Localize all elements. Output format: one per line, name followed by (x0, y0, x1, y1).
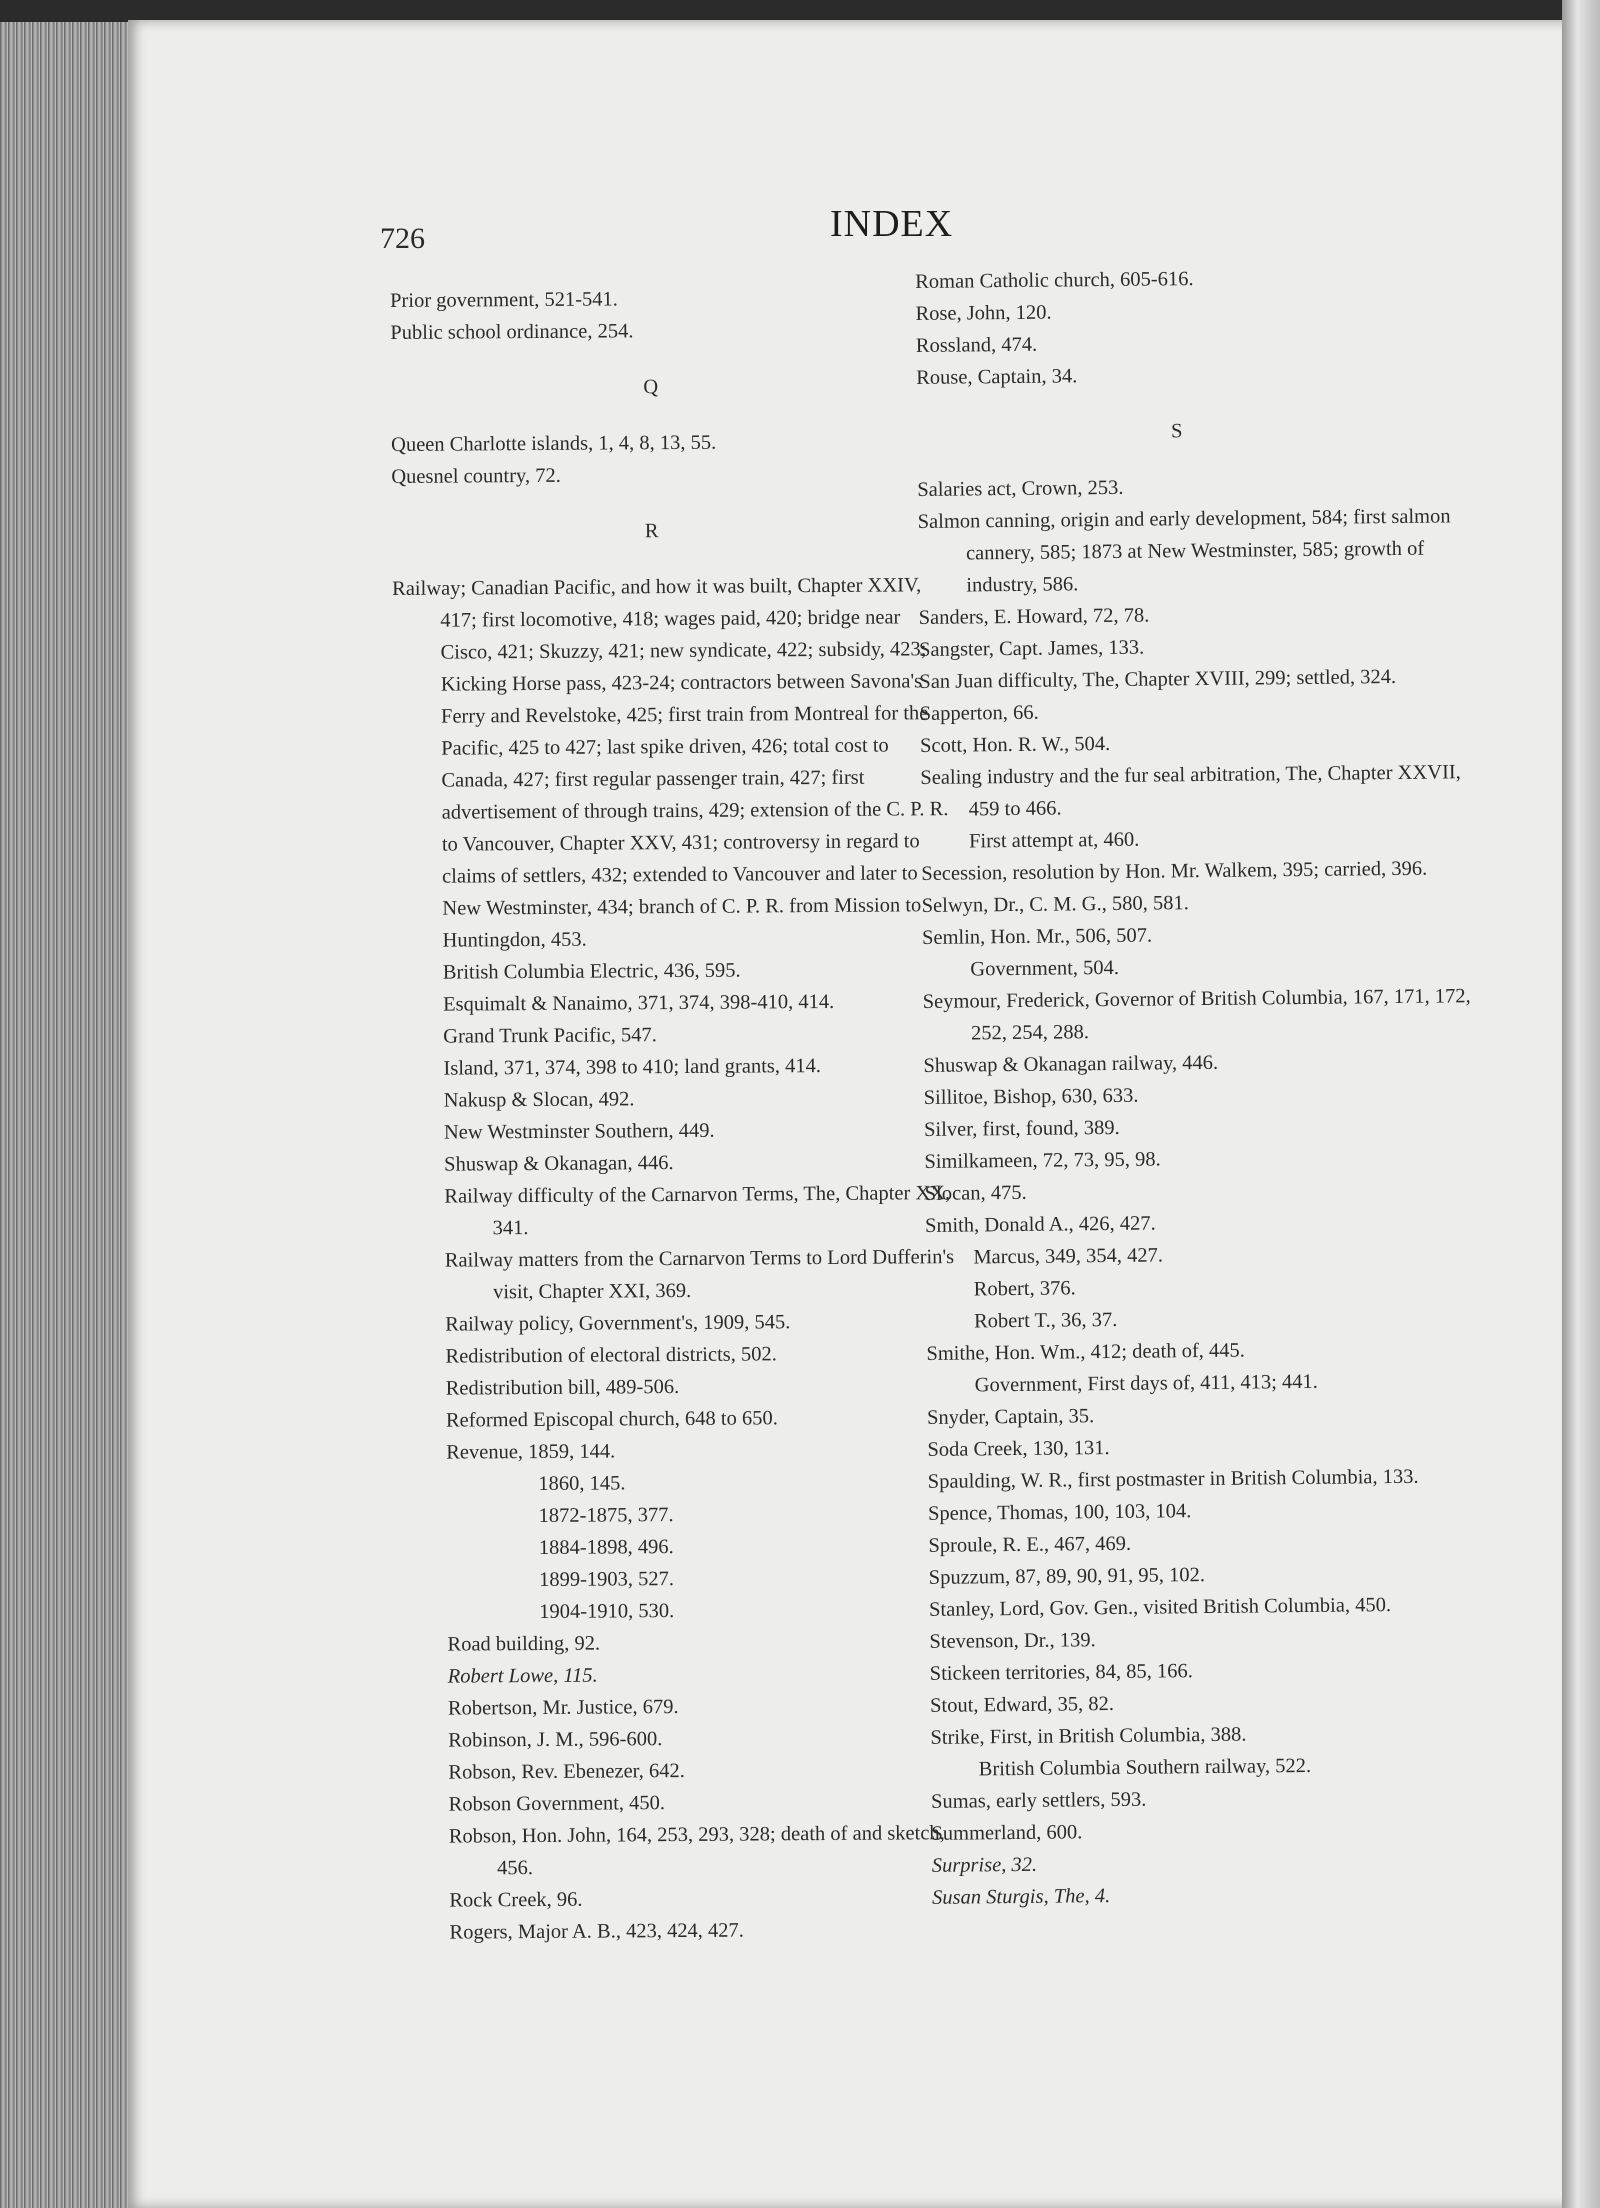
index-entry: Sapperton, 66. (919, 701, 1039, 725)
index-entry: Roman Catholic church, 605-616. (915, 268, 1194, 293)
index-entry: Summerland, 600. (931, 1821, 1083, 1845)
index-entry: Public school ordinance, 254. (390, 320, 634, 344)
section-letter: R (644, 520, 659, 543)
index-entry: Sillitoe, Bishop, 630, 633. (923, 1084, 1139, 1109)
index-subentry: Robson Government, 450. (448, 1792, 666, 1816)
page-number: 726 (380, 222, 425, 255)
index-entry: Stickeen territories, 84, 85, 166. (929, 1660, 1193, 1685)
index-entry: Semlin, Hon. Mr., 506, 507. (921, 924, 1153, 949)
index-entry: Shuswap & Okanagan railway, 446. (923, 1051, 1219, 1077)
index-subentry: Redistribution bill, 489-506. (445, 1376, 680, 1400)
index-entry: Secession, resolution by Hon. Mr. Walkem, 395; carried, 396. (921, 857, 1428, 885)
index-entry: Spence, Thomas, 100, 103, 104. (927, 1500, 1192, 1525)
index-subentry: Robert T., 36, 37. (973, 1308, 1118, 1333)
index-entry: Sumas, early settlers, 593. (930, 1788, 1147, 1813)
index-entry: Salaries act, Crown, 253. (917, 476, 1124, 501)
index-subentry: Rock Creek, 96. (449, 1888, 583, 1912)
index-entry: Quesnel country, 72. (391, 464, 561, 488)
index-subentry: Railway policy, Government's, 1909, 545. (445, 1311, 791, 1336)
index-entry: Rouse, Captain, 34. (916, 365, 1078, 389)
index-subentry: Railway difficulty of the Carnarvon Terms, The, Chapter XX, 341. (444, 1182, 951, 1240)
section-letter: S (1170, 420, 1183, 443)
index-subentry: Government, First days of, 411, 413; 441. (974, 1370, 1318, 1397)
index-entry: Sangster, Capt. James, 133. (918, 636, 1145, 661)
index-entry: Salmon canning, origin and early development, 584; first salmon cannery, 585; 1873 at New Westminster, 585; growth of industry, 586. (917, 505, 1451, 597)
index-entry: Spaulding, W. R., first postmaster in British Columbia, 133. (927, 1465, 1419, 1493)
index-entry: Silver, first, found, 389. (923, 1116, 1120, 1141)
index-entry: San Juan difficulty, The, Chapter XVIII, 299; settled, 324. (919, 665, 1397, 693)
index-entry: Strike, First, in British Columbia, 388. (930, 1723, 1247, 1749)
index-subentry: British Columbia Electric, 436, 595. (442, 959, 741, 984)
index-subentry: 1884-1898, 496. (538, 1536, 674, 1559)
index-subentry: Robertson, Mr. Justice, 679. (447, 1696, 679, 1720)
index-subentry: Robert Lowe, 115. (447, 1664, 598, 1688)
index-subentry: New Westminster Southern, 449. (443, 1119, 715, 1144)
index-subentry: Marcus, 349, 354, 427. (973, 1244, 1164, 1269)
index-entry: Sanders, E. Howard, 72, 78. (918, 604, 1150, 629)
index-column-right (915, 260, 1492, 1914)
index-subentry: Robson, Hon. John, 164, 253, 293, 328; death of and sketch, 456. (448, 1822, 945, 1880)
index-entry: Selwyn, Dr., C. M. G., 580, 581. (921, 892, 1189, 917)
index-subentry: British Columbia Southern railway, 522. (978, 1754, 1312, 1781)
book-binding-edge (1562, 0, 1600, 2208)
index-entry: Spuzzum, 87, 89, 90, 91, 95, 102. (928, 1564, 1206, 1589)
scan-top-shadow (0, 0, 1600, 22)
index-subentry: Government, 504. (970, 956, 1120, 981)
index-subentry: 1904-1910, 530. (539, 1600, 675, 1623)
index-subentry: Grand Trunk Pacific, 547. (443, 1024, 657, 1048)
index-subentry: 1899-1903, 527. (538, 1568, 675, 1591)
index-entry: Slocan, 475. (924, 1181, 1027, 1205)
index-entry: Scott, Hon. R. W., 504. (919, 732, 1111, 757)
index-entry: Seymour, Frederick, Governor of British Columbia, 167, 171, 172, 252, 254, 288. (922, 985, 1471, 1045)
index-column-left (390, 281, 962, 1949)
index-entry: Soda Creek, 130, 131. (927, 1437, 1110, 1461)
index-subentry: 1872-1875, 377. (538, 1504, 674, 1527)
index-subentry: Reformed Episcopal church, 648 to 650. (445, 1407, 778, 1432)
index-entry: Smith, Donald A., 426, 427. (924, 1212, 1156, 1237)
index-entry: Rose, John, 120. (915, 301, 1052, 325)
index-subentry: First attempt at, 460. (968, 828, 1140, 853)
index-subentry: Rogers, Major A. B., 423, 424, 427. (449, 1919, 744, 1944)
index-entry: Stout, Edward, 35, 82. (929, 1692, 1115, 1717)
index-subentry: Island, 371, 374, 398 to 410; land grants, 414. (443, 1055, 822, 1080)
index-entry: Susan Sturgis, The, 4. (931, 1885, 1111, 1909)
index-entry: Rossland, 474. (915, 333, 1038, 357)
index-subentry: Nakusp & Slocan, 492. (443, 1088, 635, 1112)
book-page-edges (0, 0, 140, 2208)
index-subentry: Robinson, J. M., 596-600. (448, 1728, 663, 1752)
index-entry: Prior government, 521-541. (390, 288, 618, 312)
index-entry: Smithe, Hon. Wm., 412; death of, 445. (926, 1339, 1245, 1365)
index-subentry: 1860, 145. (538, 1472, 626, 1495)
index-entry: Snyder, Captain, 35. (926, 1405, 1095, 1429)
index-subentry: Shuswap & Okanagan, 446. (444, 1152, 674, 1176)
section-letter: Q (643, 376, 659, 399)
index-entry: Surprise, 32. (931, 1853, 1038, 1877)
index-subentry: Esquimalt & Nanaimo, 371, 374, 398-410, 414. (442, 990, 835, 1016)
index-subentry: Redistribution of electoral districts, 502. (445, 1343, 777, 1368)
index-subentry: Robert, 376. (973, 1277, 1076, 1301)
index-entry: Sealing industry and the fur seal arbitration, The, Chapter XXVII, 459 to 466. (920, 761, 1461, 821)
index-subentry: Revenue, 1859, 144. (446, 1440, 616, 1464)
index-subentry: Road building, 92. (447, 1632, 601, 1656)
index-entry: Stevenson, Dr., 139. (929, 1629, 1096, 1653)
index-entry: Stanley, Lord, Gov. Gen., visited British Columbia, 450. (928, 1594, 1392, 1621)
index-subentry: Robson, Rev. Ebenezer, 642. (448, 1759, 685, 1784)
index-entry: Railway; Canadian Pacific, and how it was built, Chapter XXIV, 417; first locomotive, 418; wages paid, 420; bridge near Cisco, 421; Skuzzy, 421; new syndicate, 422; subsidy, 423; Kicking Horse pass, 423-24; contractors between Savona's Ferry and Revelstoke, 425; first train from Montreal for the Pacific, 425 to 427; last spike driven, 426; total cost to Canada, 427; first regular passenger train, 427; first advertisement of through trains, 429; extension of the C. P. R. to Vancouver, Chapter XXV, 431; controversy in regard to claims of settlers, 432; extended to Vancouver and later to New Westminster, 434; branch of C. P. R. from Mission to Huntingdon, 453. (392, 574, 949, 952)
index-entry: Queen Charlotte islands, 1, 4, 8, 13, 55. (391, 431, 717, 456)
index-entry: Sproule, R. E., 467, 469. (928, 1532, 1132, 1557)
page-title: INDEX (830, 203, 954, 245)
index-entry: Similkameen, 72, 73, 95, 98. (924, 1148, 1161, 1173)
index-subentry: Railway matters from the Carnarvon Terms to Lord Dufferin's visit, Chapter XXI, 369. (444, 1246, 955, 1304)
